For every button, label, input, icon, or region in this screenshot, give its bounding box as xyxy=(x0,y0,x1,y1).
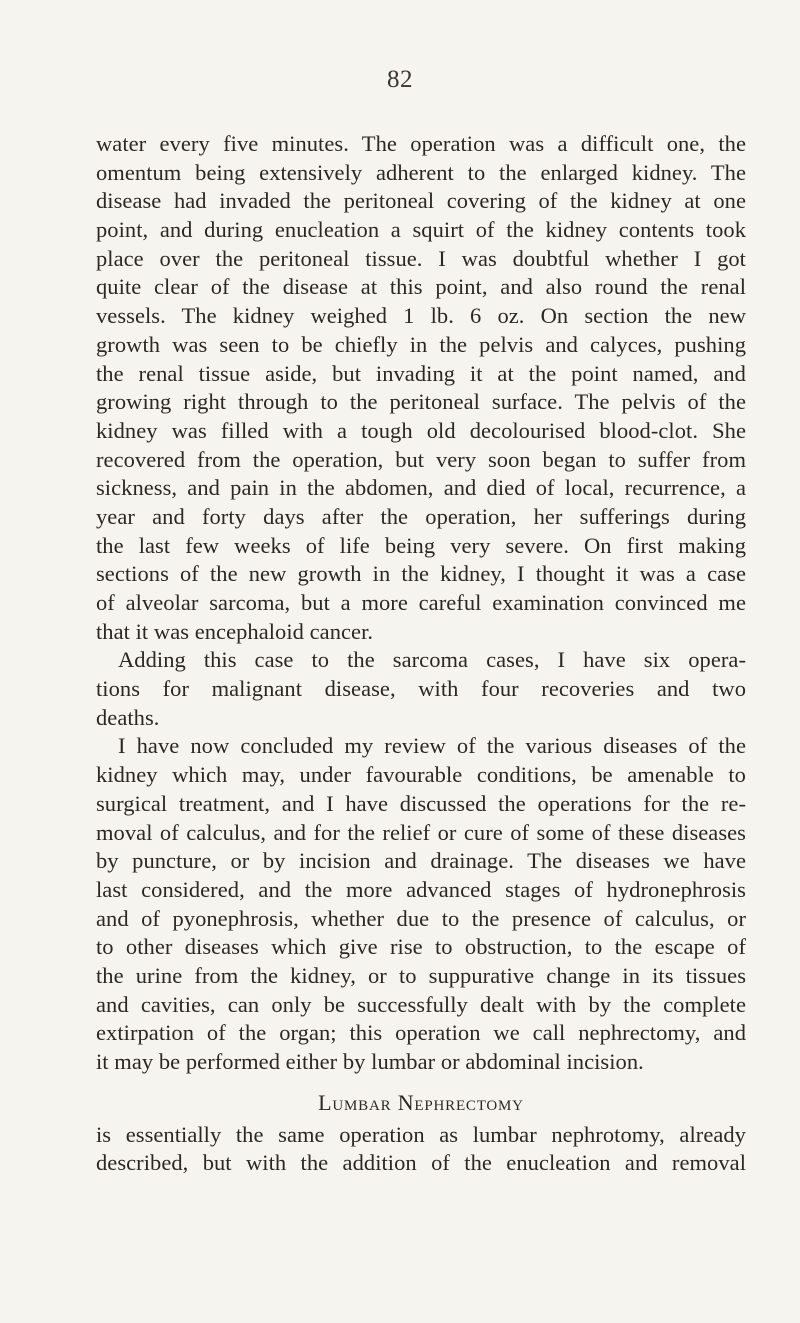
text-line: the urine from the kidney, or to suppurative change in its tissues xyxy=(96,962,746,988)
text-line: place over the peritoneal tissue. I was doubtful whether I got xyxy=(96,245,746,271)
text-line: moval of calculus, and for the relief or cure of some of these diseases xyxy=(96,819,746,845)
text-line: last considered, and the more advanced stages of hydronephrosis xyxy=(96,876,746,902)
paragraph-case-summary xyxy=(96,646,746,732)
text-line: disease had invaded the peritoneal covering of the kidney at one xyxy=(96,188,746,214)
paragraph-lumbar-nephrectomy xyxy=(96,1121,746,1178)
text-line: growth was seen to be chiefly in the pelvis and calyces, pushing xyxy=(96,331,746,357)
text-line: the last few weeks of life being very severe. On first making xyxy=(96,532,746,558)
text-line: sections of the new growth in the kidney, I thought it was a case xyxy=(96,561,746,587)
paragraph-case-report xyxy=(96,130,746,646)
text-line: the renal tissue aside, but invading it at the point named, and xyxy=(96,360,746,386)
page-number: 82 xyxy=(387,66,413,93)
text-line: water every five minutes. The operation was a difficult one, the xyxy=(96,131,746,156)
text-line: growing right through to the peritoneal surface. The pelvis of the xyxy=(96,389,746,415)
text-line: and cavities, can only be successfully dealt with by the complete xyxy=(96,991,746,1017)
text-line: kidney was filled with a tough old decolourised blood-clot. She xyxy=(96,417,746,443)
text-line: sickness, and pain in the abdomen, and died of local, recurrence, a xyxy=(96,475,746,501)
text-line: extirpation of the organ; this operation we call nephrectomy, and xyxy=(96,1020,746,1046)
text-line: I have now concluded my review of the various diseases of the xyxy=(118,733,746,759)
text-line: omentum being extensively adherent to the enlarged kidney. The xyxy=(96,159,746,185)
text-line: point, and during enucleation a squirt of the kidney contents took xyxy=(96,217,746,243)
text-line: described, but with the addition of the enucleation and removal xyxy=(96,1150,746,1176)
text-line: quite clear of the disease at this point, and also round the renal xyxy=(96,274,746,300)
section-heading: Lumbar Nephrectomy xyxy=(318,1089,524,1115)
text-line: and of pyonephrosis, whether due to the presence of calculus, or xyxy=(96,905,746,931)
text-line: year and forty days after the operation, her sufferings during xyxy=(96,503,746,529)
text-line: surgical treatment, and I have discussed the operations for the re- xyxy=(96,790,746,816)
text-line: deaths. xyxy=(96,704,160,730)
body-text xyxy=(96,130,746,1178)
text-line: is essentially the same operation as lumbar nephrotomy, already xyxy=(96,1121,746,1147)
text-line: kidney which may, under favourable conditions, be amenable to xyxy=(96,762,746,788)
text-line: to other diseases which give rise to obstruction, to the escape of xyxy=(96,934,746,960)
text-line: of alveolar sarcoma, but a more careful examination convinced me xyxy=(96,590,746,615)
paragraph-review-conclusion xyxy=(96,732,746,1076)
text-line: tions for malignant disease, with four recoveries and two xyxy=(96,676,746,702)
text-line: by puncture, or by incision and drainage. The diseases we have xyxy=(96,848,746,874)
text-line: that it was encephaloid cancer. xyxy=(96,618,374,644)
text-line: vessels. The kidney weighed 1 lb. 6 oz. On section the new xyxy=(96,303,746,329)
text-line: Adding this case to the sarcoma cases, I have six opera- xyxy=(118,647,746,673)
text-line: recovered from the operation, but very soon began to suffer from xyxy=(96,446,746,472)
text-line: it may be performed either by lumbar or abdominal incision. xyxy=(96,1049,644,1074)
